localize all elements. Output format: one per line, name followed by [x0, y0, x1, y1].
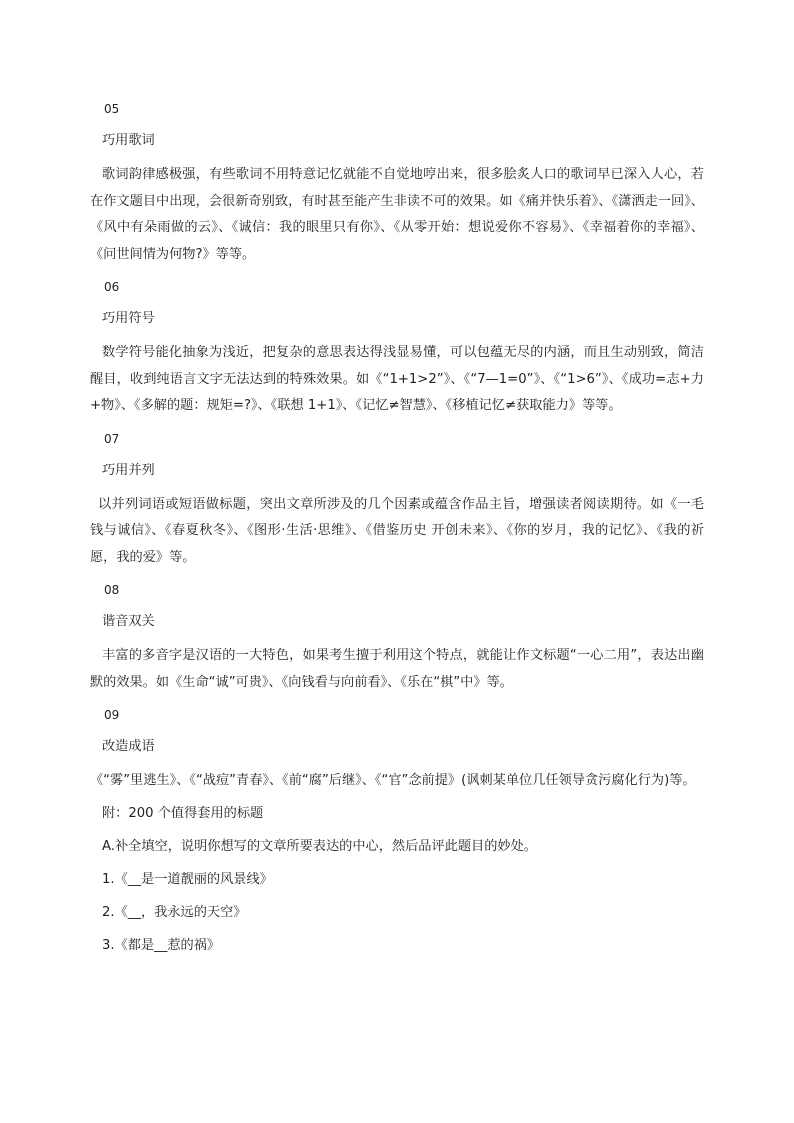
section-number: 07: [104, 431, 120, 446]
list-item: 3.《都是__惹的祸》: [102, 937, 221, 953]
section-body: 数学符号能化抽象为浅近，把复杂的意思表达得浅显易懂，可以包蕴无尽的内涵，而且生动别致，简洁醒目，收到纯语言文字无法达到的特殊效果。如《“1+1>2”》、《“7—1=0”》、《“1>6”》、《成功=志+力+物》、《多解的题：规矩=?》、《联想 1+1》、《记忆≠智慧》、《移植记忆≠获取能力》等等。: [90, 345, 704, 413]
section-05: [90, 100, 704, 268]
section-title: 谐音双关: [102, 614, 155, 629]
section-number: 06: [104, 280, 120, 294]
list-item: 1.《__是一道靓丽的风景线》: [102, 871, 273, 887]
section-title: 巧用歌词: [102, 133, 155, 148]
section-body: 歌词韵律感极强，有些歌词不用特意记忆就能不自觉地哼出来，很多脍炙人口的歌词早已深入人心，若在作文题目中出现，会很新奇别致，有时甚至能产生非读不可的效果。如《痛并快乐着》、《潇洒走一回》、《风中有朵雨做的云》、《诚信：我的眼里只有你》、《从零开始：想说爱你不容易》、《幸福着你的幸福》、《问世间情为何物?》等等。: [90, 167, 704, 262]
list-item: 2.《__，我永远的天空》: [102, 904, 247, 920]
section-number: 05: [104, 102, 120, 116]
appendix: [90, 805, 704, 955]
section-body: 以并列词语或短语做标题，突出文章所涉及的几个因素或蕴含作品主旨，增强读者阅读期待。如《一毛钱与诚信》、《春夏秋冬》、《图形·生活·思维》、《借鉴历史 开创未来》、《你的岁月，我的记忆》、《我的祈愿，我的爱》等。: [90, 496, 704, 565]
section-title: 巧用符号: [102, 311, 155, 326]
section-06: [90, 278, 704, 420]
section-08: [90, 581, 704, 696]
section-body: 丰富的多音字是汉语的一大特色，如果考生擅于利用这个特点，就能让作文标题“一心二用”，表达出幽默的效果。如《生命“诚”可贵》、《向钱看与向前看》、《乐在“棋”中》等。: [90, 648, 704, 690]
section-number: 09: [104, 708, 120, 722]
section-title: 巧用并列: [102, 462, 155, 478]
section-body: 《“雾”里逃生》、《“战痘”青春》、《前“腐”后继》、《“官”念前提》(讽刺某单位几任领导贪污腐化行为)等。: [90, 773, 696, 788]
appendix-instruction: A.补全填空，说明你想写的文章所要表达的中心，然后品评此题目的妙处。: [102, 838, 537, 854]
appendix-title: 附：200 个值得套用的标题: [102, 805, 264, 821]
section-number: 08: [104, 583, 120, 597]
section-09: [90, 706, 704, 795]
section-07: [90, 430, 704, 572]
section-title: 改造成语: [102, 739, 155, 754]
